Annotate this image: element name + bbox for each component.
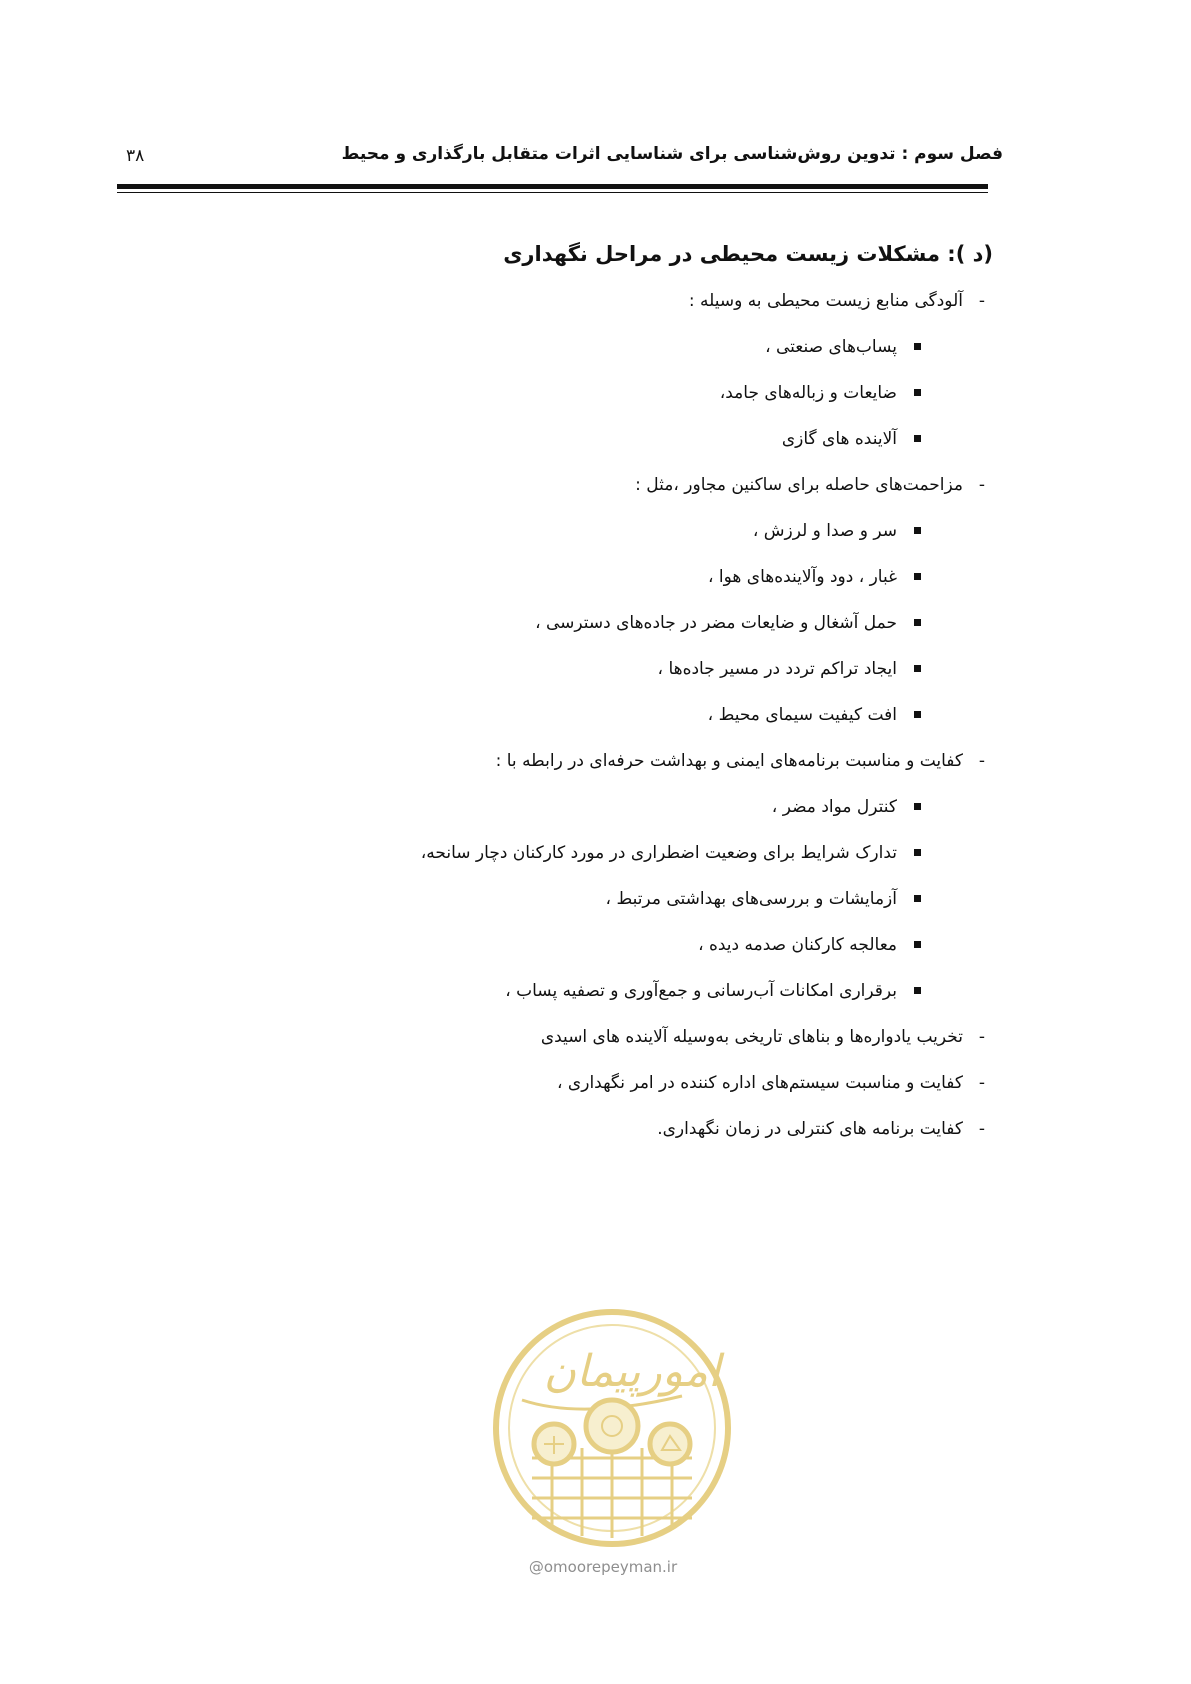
dash-list-item [113, 738, 993, 784]
dash-list-item [113, 462, 993, 508]
square-bullet-icon [914, 941, 921, 948]
dash-marker: - [978, 1119, 985, 1139]
dash-item-text: کفایت و مناسبت سیستم‌های اداره کننده در امر نگهداری ، [557, 1073, 963, 1093]
bullet-list-item [113, 508, 993, 554]
square-bullet-icon [914, 849, 921, 856]
dash-list-item [113, 1060, 993, 1106]
header-rule-thin [117, 192, 988, 193]
bullet-item-text: ضایعات و زباله‌های جامد، [719, 383, 897, 403]
item-list [113, 278, 993, 1152]
bullet-item-text: سر و صدا و لرزش ، [752, 521, 897, 541]
square-bullet-icon [914, 619, 921, 626]
bullet-item-text: معالجه کارکنان صدمه دیده ، [698, 935, 897, 955]
bullet-item-text: آزمایشات و بررسی‌های بهداشتی مرتبط ، [605, 889, 897, 909]
dash-marker: - [978, 751, 985, 771]
square-bullet-icon [914, 803, 921, 810]
square-bullet-icon [914, 895, 921, 902]
dash-marker: - [978, 1073, 985, 1093]
bullet-item-text: تدارک شرایط برای وضعیت اضطراری در مورد کارکنان دچار سانحه، [420, 843, 897, 863]
watermark-stamp-logo [492, 1308, 732, 1548]
bullet-list-item [113, 554, 993, 600]
bullet-item-text: حمل آشغال و ضایعات مضر در جاده‌های دسترسی ، [535, 613, 897, 633]
bullet-item-text: ایجاد تراکم تردد در مسیر جاده‌ها ، [657, 659, 897, 679]
bullet-list-item [113, 784, 993, 830]
bullet-list-item [113, 692, 993, 738]
square-bullet-icon [914, 435, 921, 442]
square-bullet-icon [914, 987, 921, 994]
dash-list-item [113, 278, 993, 324]
main-content [113, 242, 993, 1152]
bullet-list-item [113, 968, 993, 1014]
bullet-item-text: پساب‌های صنعتی ، [765, 337, 897, 357]
square-bullet-icon [914, 527, 921, 534]
bullet-list-item [113, 876, 993, 922]
dash-item-text: آلودگی منابع زیست محیطی به وسیله : [688, 291, 963, 311]
square-bullet-icon [914, 711, 921, 718]
square-bullet-icon [914, 665, 921, 672]
bullet-list-item [113, 324, 993, 370]
square-bullet-icon [914, 573, 921, 580]
bullet-item-text: آلاینده های گازی [781, 429, 897, 449]
dash-item-text: تخریب یادواره‌ها و بناهای تاریخی به‌وسیله آلاینده های اسیدی [540, 1027, 963, 1047]
page-number: ۳۸ [126, 146, 145, 166]
bullet-item-text: برقراری امکانات آب‌رسانی و جمع‌آوری و تصفیه پساب ، [505, 981, 897, 1001]
square-bullet-icon [914, 343, 921, 350]
running-header-title: فصل سوم : تدوین روش‌شناسی برای شناسایی اثرات متقابل بارگذاری و محیط [341, 144, 1003, 164]
dash-list-item [113, 1014, 993, 1060]
dash-marker: - [978, 475, 985, 495]
square-bullet-icon [914, 389, 921, 396]
header-rule-thick [117, 184, 988, 189]
bullet-item-text: غبار ، دود وآلاینده‌های هوا ، [708, 567, 897, 587]
bullet-item-text: کنترل مواد مضر ، [771, 797, 897, 817]
section-heading: (د ): مشکلات زیست محیطی در مراحل نگهداری [503, 242, 993, 266]
dash-marker: - [978, 1027, 985, 1047]
dash-marker: - [978, 291, 985, 311]
bullet-list-item [113, 370, 993, 416]
dash-list-item [113, 1106, 993, 1152]
dash-item-text: کفایت برنامه های کنترلی در زمان نگهداری. [657, 1119, 963, 1139]
bullet-item-text: افت کیفیت سیمای محیط ، [707, 705, 897, 725]
watermark-logo-text: امورپیمان [543, 1346, 721, 1397]
watermark-url: @omoorepeyman.ir [528, 1558, 678, 1576]
dash-item-text: کفایت و مناسبت برنامه‌های ایمنی و بهداشت حرفه‌ای در رابطه با : [495, 751, 963, 771]
bullet-list-item [113, 922, 993, 968]
dash-item-text: مزاحمت‌های حاصله برای ساکنین مجاور ،مثل : [635, 475, 963, 495]
bullet-list-item [113, 646, 993, 692]
bullet-list-item [113, 830, 993, 876]
bullet-list-item [113, 416, 993, 462]
bullet-list-item [113, 600, 993, 646]
